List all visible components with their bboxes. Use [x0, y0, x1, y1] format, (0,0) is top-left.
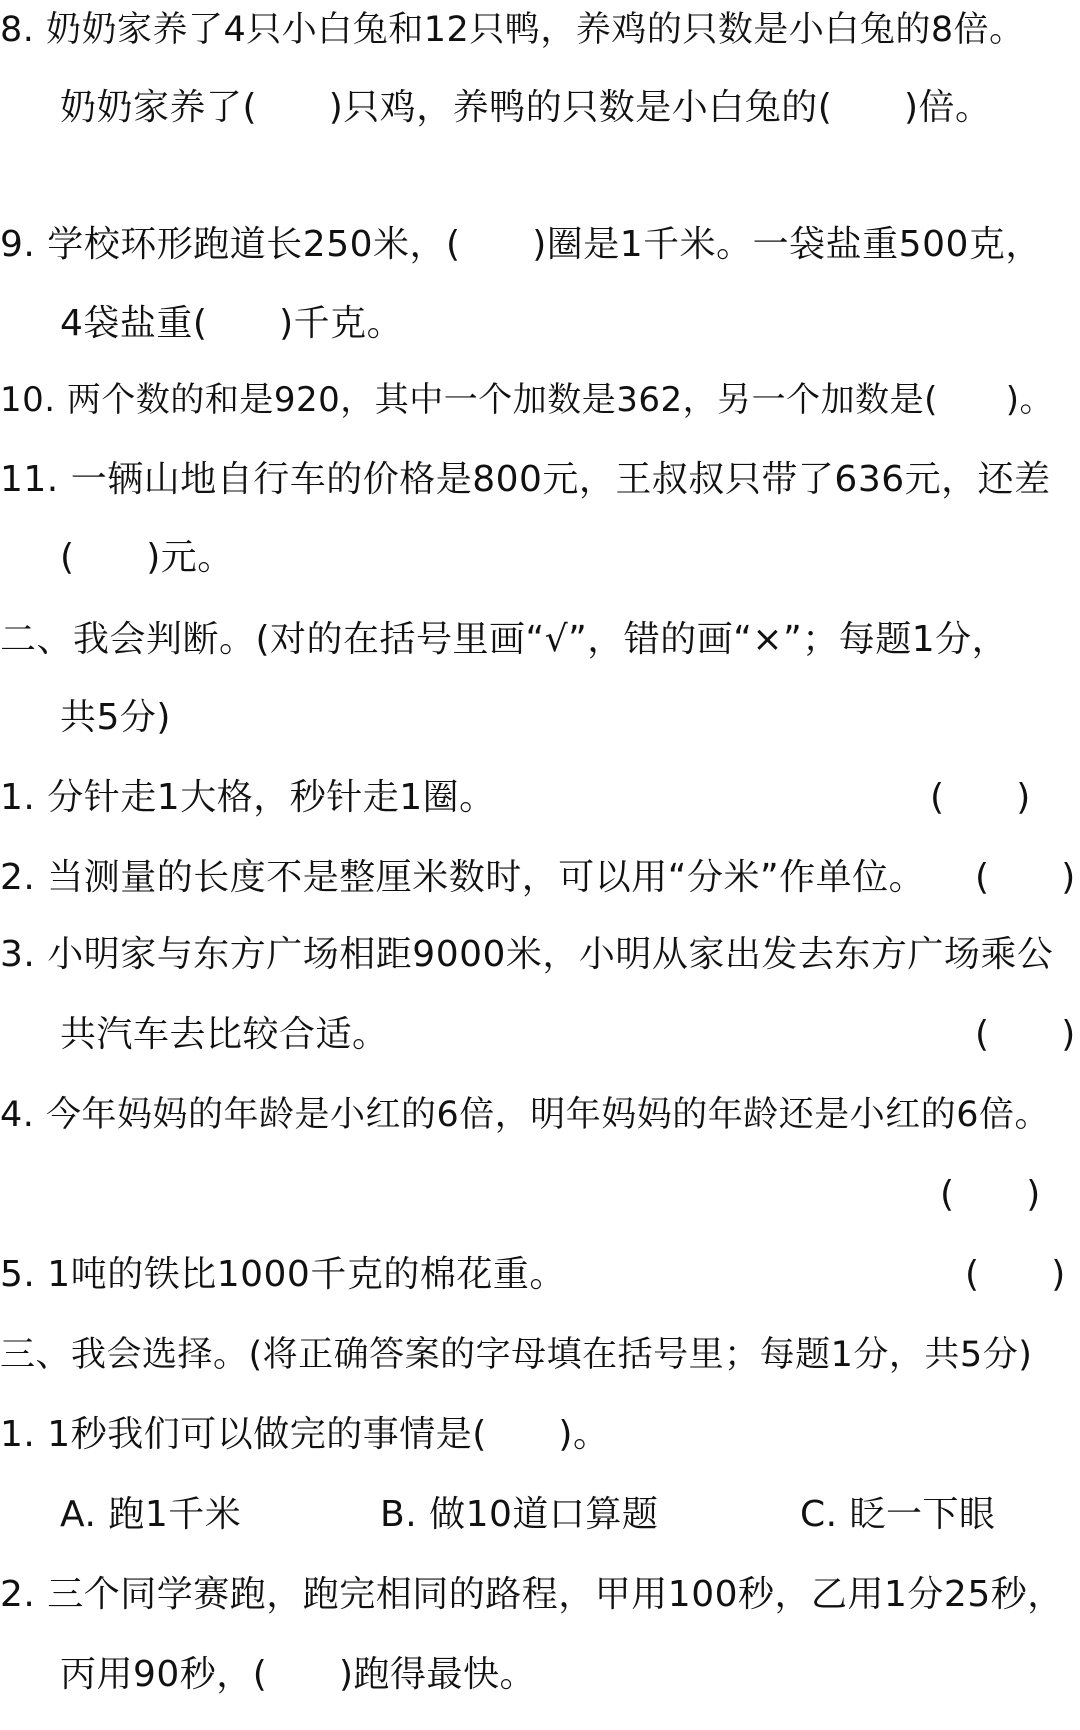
section-2-heading-cont: 共5分)	[60, 697, 171, 738]
judge-item-3-line-1: 3. 小明家与东方广场相距9000米，小明从家出发去东方广场乘公	[0, 934, 1054, 975]
q8-line-1: 8. 奶奶家养了4只小白兔和12只鸭，养鸡的只数是小白兔的8倍。	[0, 10, 1025, 50]
judge-item-2: 2. 当测量的长度不是整厘米数时，可以用“分米”作单位。	[0, 857, 926, 898]
judge-4-answer-bracket: ( )	[940, 1174, 1041, 1215]
choice-1-option-a: A. 跑1千米	[60, 1494, 242, 1535]
choice-question-2-line-2: 丙用90秒，( )跑得最快。	[60, 1654, 537, 1695]
choice-question-2-line-1: 2. 三个同学赛跑，跑完相同的路程，甲用100秒，乙用1分25秒，	[0, 1574, 1064, 1615]
choice-1-option-b: B. 做10道口算题	[380, 1494, 659, 1535]
judge-3-answer-bracket: ( )	[975, 1014, 1076, 1055]
q11-line-2: ( )元。	[60, 537, 234, 578]
q9-line-1: 9. 学校环形跑道长250米，( )圈是1千米。一袋盐重500克，	[0, 224, 1042, 265]
choice-question-1: 1. 1秒我们可以做完的事情是( )。	[0, 1414, 610, 1455]
judge-item-5: 5. 1吨的铁比1000千克的棉花重。	[0, 1254, 566, 1295]
q10-line: 10. 两个数的和是920，其中一个加数是362，另一个加数是( )。	[0, 380, 1055, 420]
judge-2-answer-bracket: ( )	[975, 857, 1076, 898]
judge-item-1: 1. 分针走1大格，秒针走1圈。	[0, 777, 496, 818]
choice-1-option-c: C. 眨一下眼	[800, 1494, 996, 1535]
section-3-heading: 三、我会选择。(将正确答案的字母填在括号里；每题1分，共5分)	[0, 1335, 1033, 1375]
q9-line-2: 4袋盐重( )千克。	[60, 303, 404, 344]
judge-5-answer-bracket: ( )	[965, 1254, 1066, 1295]
q8-line-2: 奶奶家养了( )只鸡，养鸭的只数是小白兔的( )倍。	[60, 87, 992, 128]
section-2-heading: 二、我会判断。(对的在括号里画“√”，错的画“×”；每题1分，	[0, 619, 1009, 660]
judge-1-answer-bracket: ( )	[930, 777, 1031, 818]
judge-item-4: 4. 今年妈妈的年龄是小红的6倍，明年妈妈的年龄还是小红的6倍。	[0, 1095, 1051, 1135]
judge-item-3-line-2: 共汽车去比较合适。	[60, 1014, 389, 1055]
q11-line-1: 11. 一辆山地自行车的价格是800元，王叔叔只带了636元，还差	[0, 459, 1051, 500]
